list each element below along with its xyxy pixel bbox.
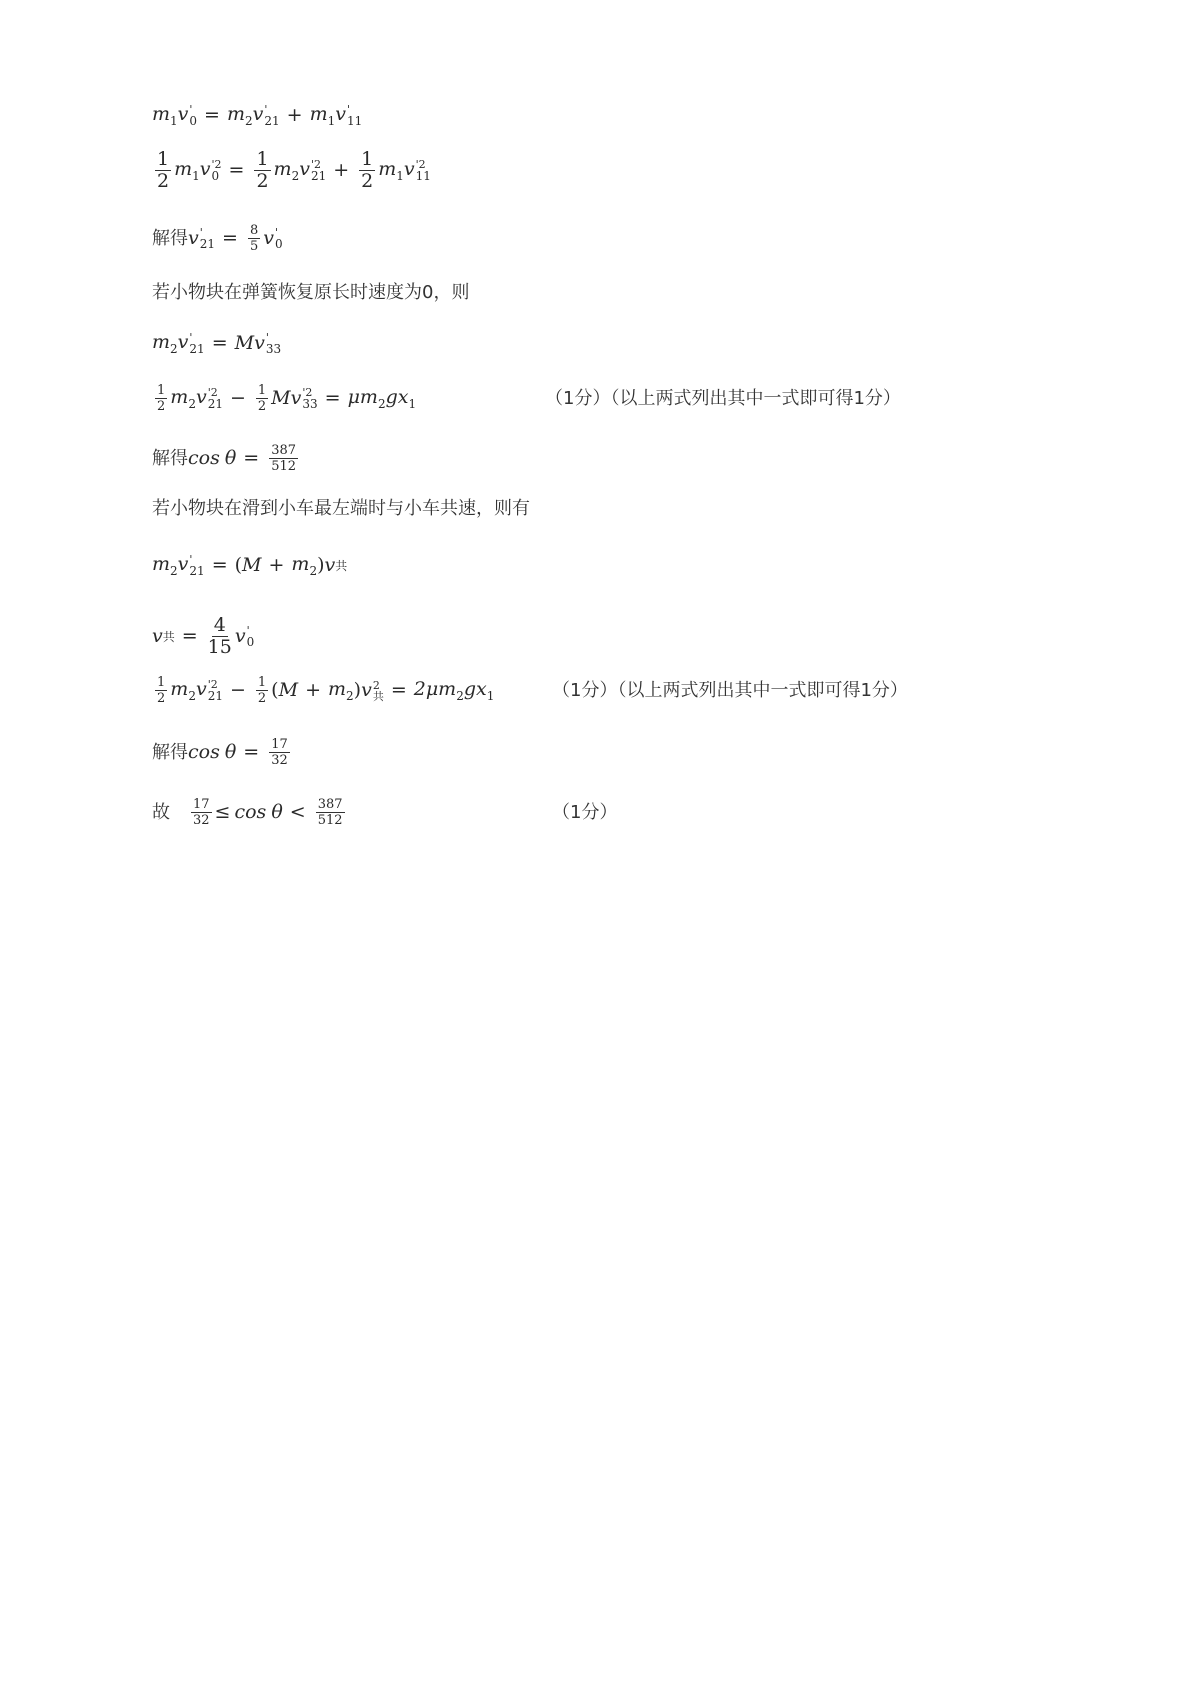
theta-symbol: θ <box>224 741 237 763</box>
fraction: $\frac{1}{2}$ <box>257 675 267 706</box>
condition-text: 若小物块在弹簧恢复原长时速度为0，则 <box>152 282 470 303</box>
score-note: （1分）（以上两式列出其中一式即可得1分） <box>545 388 901 409</box>
solve-label: 解得 <box>152 227 188 249</box>
fraction: $\frac{1}{2}$ <box>256 148 269 192</box>
equation-momentum-1: $m_1v$ ' 0 = $m_2v$ ' 21 + $m_1v$ ' 11 <box>152 102 363 128</box>
equation-momentum-3: $m_2v$ ' 21 = ( M + $m_2$ ) v 共 <box>152 552 348 578</box>
fraction: $\frac{1}{2}$ <box>361 148 374 192</box>
final-range: 故 $\frac{17}{32}$ ≤ cos θ < $\frac{387}{512}$ <box>152 797 343 828</box>
condition-spring-text <box>152 284 469 302</box>
condition-cobound-text <box>152 500 530 518</box>
equation-momentum-2: $m_2v$ ' 21 = Mv ' 33 <box>152 330 282 356</box>
cos-symbol: cos <box>188 447 220 469</box>
fraction: $\frac{17}{32}$ <box>271 737 288 768</box>
gong-subscript: 共 <box>162 629 175 644</box>
equation-energy-1: $\frac{1}{2}$ $m_1v$ '2 0 = $\frac{1}{2}$ $m_2v$ '2 21 + $\frac{1}{2}$ $m_1v$ '2 11 <box>157 148 431 192</box>
theta-symbol: θ <box>271 801 283 823</box>
result-cos-lower: 解得 cos θ = $\frac{17}{32}$ <box>152 737 288 768</box>
fraction: $\frac{387}{512}$ <box>271 443 297 474</box>
equation-energy-2: $\frac{1}{2}$ $m_2v$ '2 21 − $\frac{1}{2}$ Mv '2 33 = $\mu m_2gx_1$ <box>157 383 417 414</box>
fraction: $\frac{1}{2}$ <box>257 383 267 414</box>
equation-energy-3: $\frac{1}{2}$ $m_2v$ '2 21 − $\frac{1}{2}$ ( M + $m_2$ ) v 2 共 = $2\mu m_2gx_1$ <box>157 675 495 706</box>
fraction: $\frac{17}{32}$ <box>193 797 210 828</box>
equation-common-velocity: v 共 = $\frac{4}{15}$ v ' 0 <box>152 614 255 658</box>
fraction: $\frac{1}{2}$ <box>157 148 170 192</box>
solve-label: 解得 <box>152 741 188 763</box>
fraction: $\frac{1}{2}$ <box>157 675 166 706</box>
fraction: $\frac{8}{5}$ <box>249 223 259 254</box>
fraction: $\frac{4}{15}$ <box>207 614 232 658</box>
solve-label: 解得 <box>152 447 188 469</box>
score-note: （1分）（以上两式列出其中一式即可得1分） <box>552 680 908 701</box>
fraction: $\frac{1}{2}$ <box>157 383 166 414</box>
cos-symbol: cos <box>234 801 267 823</box>
gong-subscript: 共 <box>335 558 348 573</box>
therefore-label: 故 <box>152 801 170 823</box>
condition-text: 若小物块在滑到小车最左端时与小车共速，则有 <box>152 498 530 519</box>
gong-subscript: 共 <box>372 689 384 703</box>
result-v21: 解得 v ' 21 = $\frac{8}{5}$ v ' 0 <box>152 223 283 254</box>
score-note: （1分） <box>552 802 618 823</box>
result-cos-upper: 解得 cos θ = $\frac{387}{512}$ <box>152 443 297 474</box>
cos-symbol: cos <box>188 741 220 763</box>
theta-symbol: θ <box>224 447 237 469</box>
fraction: $\frac{387}{512}$ <box>317 797 343 828</box>
